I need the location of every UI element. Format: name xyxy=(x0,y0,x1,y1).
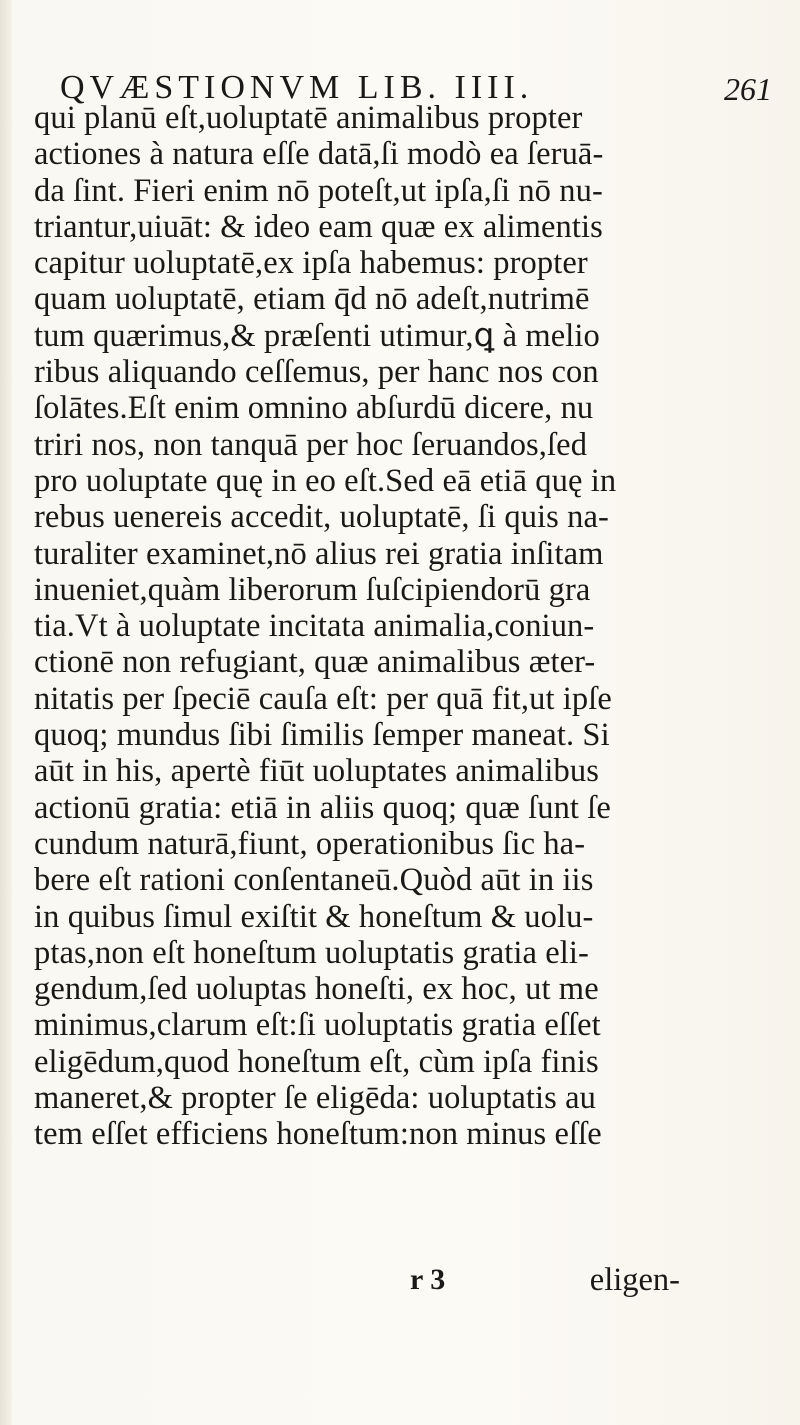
page-gutter xyxy=(0,0,12,1425)
body-text xyxy=(34,100,790,1153)
text-line: pro uoluptate quę in eo eſt.Sed eā etiā quę in xyxy=(34,462,617,499)
text-line: bere eſt rationi conſentaneū.Quòd aūt in iis xyxy=(34,862,594,899)
signature-mark: r 3 xyxy=(410,1263,446,1296)
text-line: inueniet,quàm liberorum ſuſcipiendorū gra xyxy=(34,571,591,608)
text-line: triantur,uiuāt: & ideo eam quæ ex alimentis xyxy=(34,208,603,245)
text-line: tem eſſet efficiens honeſtum:non minus eſſe xyxy=(34,1116,602,1153)
text-line: turaliter examinet,nō alius rei gratia inſitam xyxy=(34,535,604,572)
text-line: cundum naturā,fiunt, operationibus ſic ha- xyxy=(34,825,586,862)
text-line: in quibus ſimul exiſtit & honeſtum & uolu- xyxy=(34,898,594,935)
text-line: tum quærimus,& præſenti utimur,ꝗ à melio xyxy=(34,317,600,354)
text-line: qui planū eſt,uoluptatē animalibus propter xyxy=(34,100,583,136)
page-footer xyxy=(34,1262,790,1302)
text-line: minimus,clarum eſt:ſi uoluptatis gratia eſſet xyxy=(34,1007,601,1044)
text-line: actiones à natura eſſe datā,ſi modò ea ſeruā- xyxy=(34,136,604,173)
text-line: actionū gratia: etiā in aliis quoq; quæ ſunt ſe xyxy=(34,789,611,826)
text-line: tia.Vt à uoluptate incitata animalia,coniun- xyxy=(34,608,595,645)
text-line: ſolātes.Eſt enim omnino abſurdū dicere, nu xyxy=(34,390,594,427)
text-line: maneret,& propter ſe eligēda: uoluptatis au xyxy=(34,1080,597,1117)
page-number: 261 xyxy=(724,71,772,107)
text-line: quam uoluptatē, etiam q̄d nō adeſt,nutrimē xyxy=(34,281,590,318)
text-line: aūt in his, apertè fiūt uoluptates animalibus xyxy=(34,753,599,790)
text-line: quoq; mundus ſibi ſimilis ſemper maneat. Si xyxy=(34,717,610,754)
text-line: ptas,non eſt honeſtum uoluptatis gratia eli- xyxy=(34,934,589,971)
text-line: ctionē non refugiant, quæ animalibus æter- xyxy=(34,644,596,681)
text-line: capitur uoluptatē,ex ipſa habemus: propter xyxy=(34,245,588,282)
running-title: QVÆSTIONVM LIB. IIII. xyxy=(60,69,534,106)
text-line: nitatis per ſpeciē cauſa eſt: per quā fit,ut ipſe xyxy=(34,680,612,717)
text-line: eligēdum,quod honeſtum eſt, cùm ipſa finis xyxy=(34,1043,599,1080)
text-line: ribus aliquando ceſſemus, per hanc nos con xyxy=(34,354,599,391)
catchword: eligen- xyxy=(589,1262,680,1298)
text-line: rebus uenereis accedit, uoluptatē, ſi quis na- xyxy=(34,499,609,536)
text-line: gendum,ſed uoluptas honeſti, ex hoc, ut me xyxy=(34,971,599,1008)
text-line: triri nos, non tanquā per hoc ſeruandos,ſed xyxy=(34,426,588,463)
text-line: da ſint. Fieri enim nō poteſt,ut ipſa,ſi nō nu- xyxy=(34,172,603,209)
